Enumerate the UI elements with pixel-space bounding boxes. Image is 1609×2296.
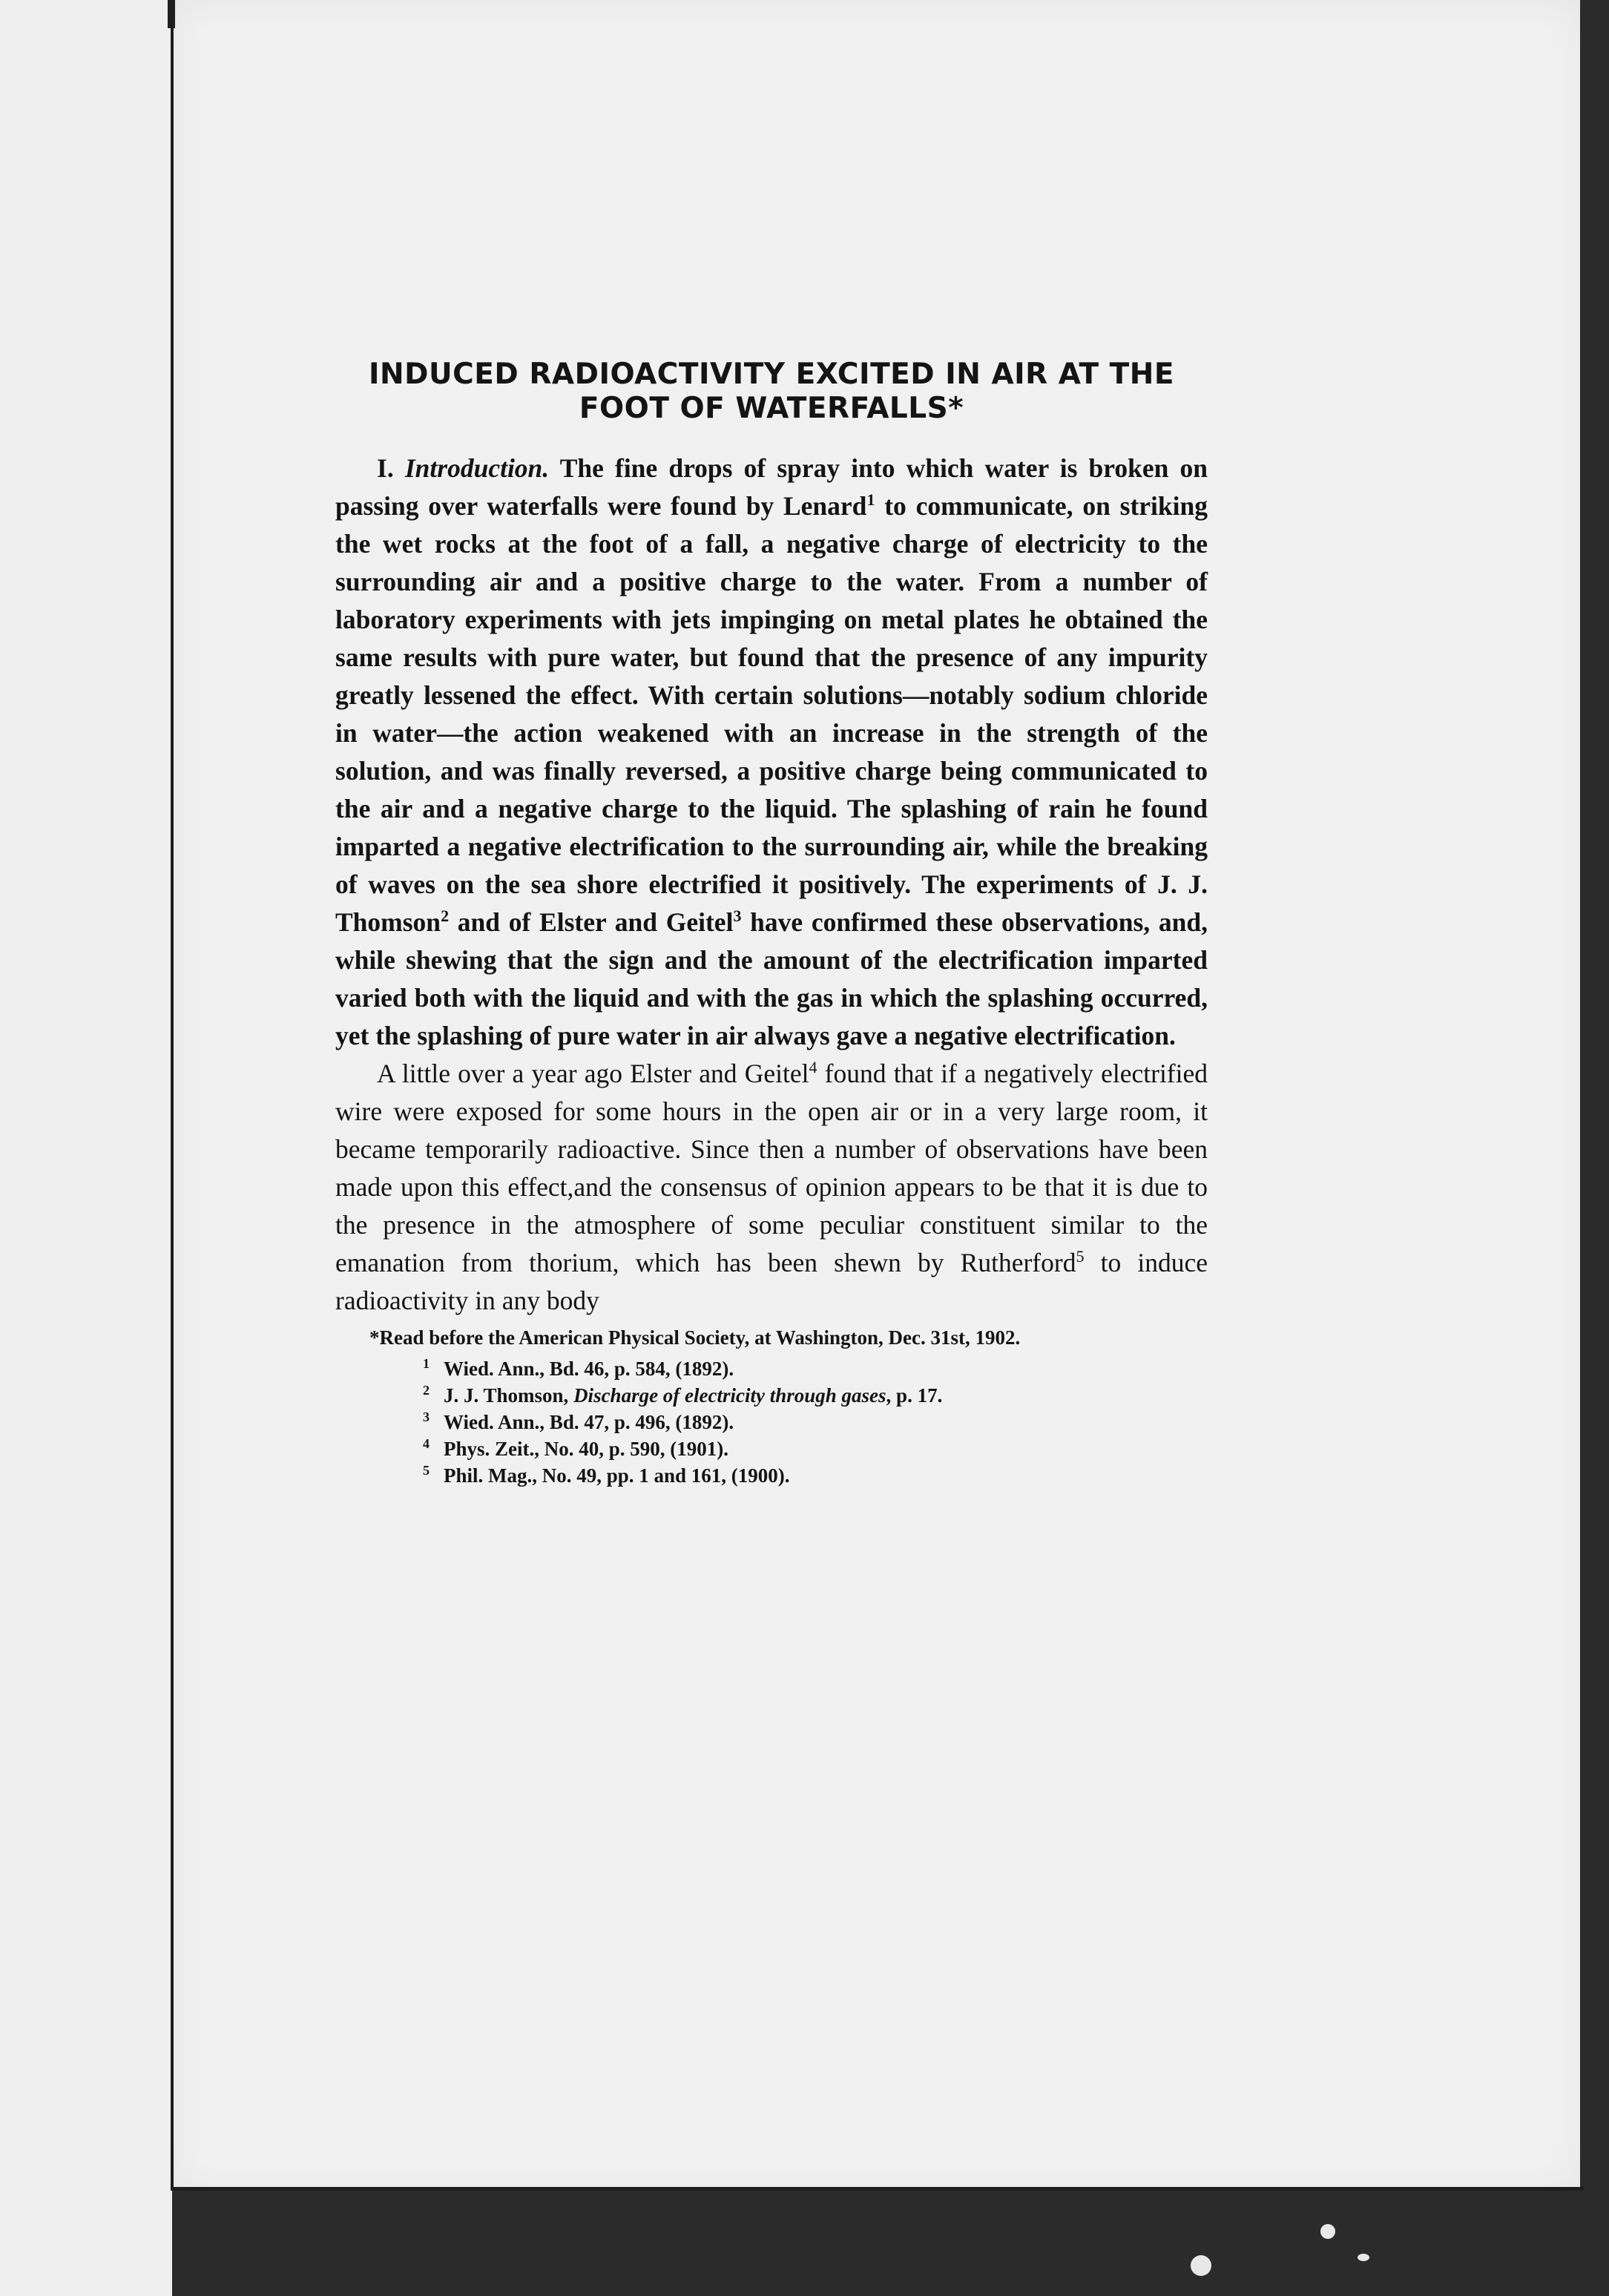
footnote-item: 1 Wied. Ann., Bd. 46, p. 584, (1892). <box>423 1356 734 1380</box>
footnote-text: Phys. Zeit., No. 40, p. 590, (1901). <box>444 1438 728 1460</box>
bottom-left-strip <box>0 2191 172 2296</box>
left-border-tick <box>168 0 175 28</box>
footnote-text: Wied. Ann., Bd. 46, p. 584, (1892). <box>444 1358 734 1380</box>
scan-artifact-spot <box>1358 2254 1369 2261</box>
paragraph-text: to induce radioactivity in any body <box>335 1248 1208 1315</box>
paragraph-text: have confirmed these observations, and, while shewing that the sign and the amount of the electrification imparted varied both with the liquid and with the gas in which the splashing occurred, yet the splashing of pure water in air always gave a negative electrification. <box>335 907 1208 1050</box>
right-border-line <box>1580 0 1584 2191</box>
paragraph-text: A little over a year ago Elster and Geitel <box>377 1059 809 1088</box>
footnote-ref: 2 <box>441 907 450 926</box>
footnote-item: 5 Phil. Mag., No. 49, pp. 1 and 161, (1900). <box>423 1463 790 1487</box>
bottom-dark-band <box>0 2191 1609 2296</box>
footnote-text: Phil. Mag., No. 49, pp. 1 and 161, (1900). <box>444 1464 790 1487</box>
article-body <box>335 450 1208 1320</box>
footnote-text: , p. 17. <box>886 1384 943 1407</box>
paragraph-text: and of Elster and Geitel <box>449 907 734 937</box>
left-border-line <box>171 0 174 2196</box>
footnote-ref: 5 <box>1076 1247 1085 1266</box>
section-number: I. <box>377 453 394 483</box>
footnote-book-title: Discharge of electricity through gases <box>573 1384 886 1407</box>
footnote-text: Wied. Ann., Bd. 47, p. 496, (1892). <box>444 1411 734 1433</box>
paragraph-text: found that if a negatively electrified wire were exposed for some hours in the open air or in a very large room, it became temporarily radioactive. Since then a number of observations have been made upon this effect,and the consensus of opinion appears to be that it is due to the presence in the atmosphere of some peculiar constituent similar to the emanation from thorium, which has been shewn by Rutherford <box>335 1059 1208 1277</box>
footnote-item: 4 Phys. Zeit., No. 40, p. 590, (1901). <box>423 1436 728 1460</box>
footnote-item: 3 Wied. Ann., Bd. 47, p. 496, (1892). <box>423 1409 734 1433</box>
footnote-star: *Read before the American Physical Society, at Washington, Dec. 31st, 1902. <box>369 1326 1021 1349</box>
article-title-line-1: INDUCED RADIOACTIVITY EXCITED IN AIR AT THE <box>368 358 1175 391</box>
footnote-ref: 1 <box>866 490 875 510</box>
text-column <box>335 358 1208 1489</box>
scan-artifact-spot <box>1191 2255 1211 2276</box>
footnote-ref: 4 <box>809 1058 817 1077</box>
article-title <box>335 358 1208 426</box>
footnote-text: J. J. Thomson, <box>444 1384 574 1407</box>
scan-artifact-spot <box>1320 2224 1335 2239</box>
paragraph-text: to communicate, on striking the wet rocks at the foot of a fall, a negative charge of electricity to the surrounding air and a positive charge to the water. From a number of laboratory experiments with jets impinging on metal plates he obtained the same results with pure water, but found that the presence of any impurity greatly lessened the effect. With certain solutions—notably sodium chloride in water—the action weakened with an increase in the strength of the solution, and was finally reversed, a positive charge being communicated to the air and a negative charge to the liquid. The splashing of rain he found imparted a negative electrification to the surrounding air, while the breaking of waves on the sea shore electrified it positively. The experiments of J. J. Thomson <box>335 491 1208 937</box>
footnote-list <box>335 1355 1208 1489</box>
bottom-border-line <box>171 2187 1584 2191</box>
paragraph-text: The fine drops of spray into which water is broken on passing over waterfalls were found by Lenard <box>335 453 1208 521</box>
footnotes <box>335 1324 1208 1489</box>
article-title-line-2: FOOT OF WATERFALLS* <box>579 392 964 425</box>
paragraph-elster-geitel <box>335 1055 1208 1320</box>
footnote-ref: 3 <box>733 907 742 926</box>
paragraph-introduction <box>335 450 1208 1055</box>
left-margin-strip <box>0 0 172 2296</box>
footnote-item: 2 J. J. Thomson, Discharge of electricity through gases, p. 17. <box>423 1383 943 1407</box>
section-heading: Introduction. <box>404 453 550 483</box>
